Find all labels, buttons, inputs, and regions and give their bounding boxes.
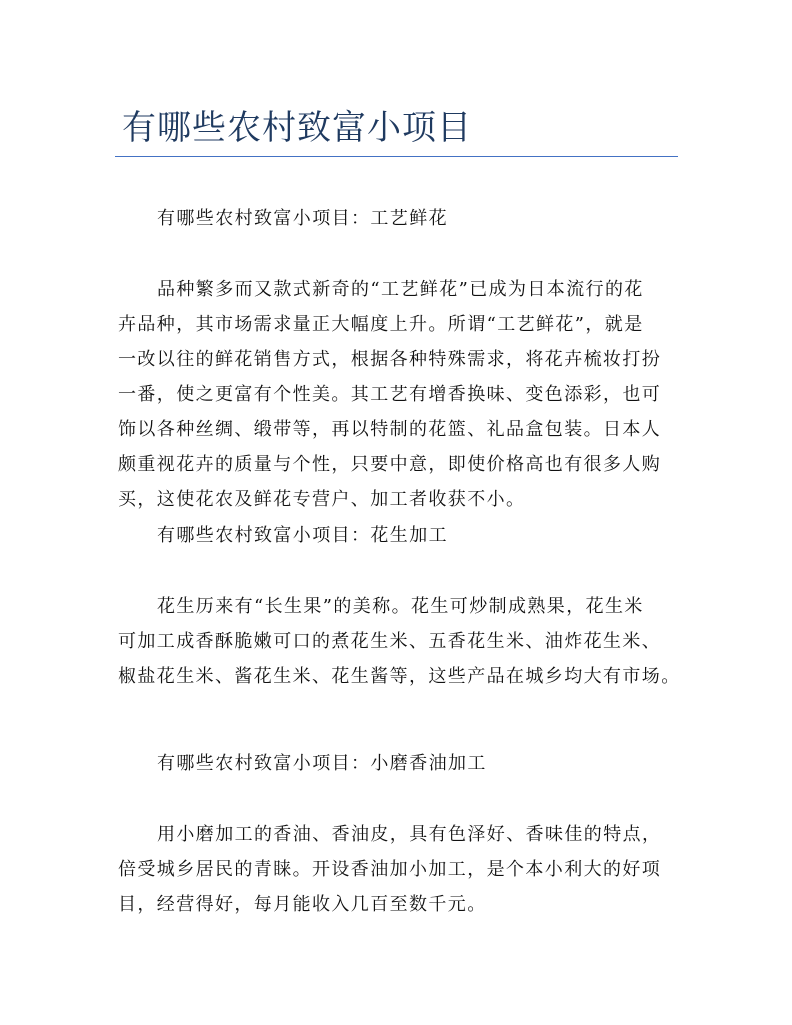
paragraph-line: 饰以各种丝绸、缎带等，再以特制的花篮、礼品盒包装。日本人 (118, 419, 662, 440)
paragraph-line: 一番，使之更富有个性美。其工艺有增香换味、变色添彩，也可 (118, 384, 662, 405)
paragraph-line: 颇重视花卉的质量与个性，只要中意，即使价格高也有很多人购 (118, 454, 662, 475)
paragraph-line: 一改以往的鲜花销售方式，根据各种特殊需求，将花卉梳妆打扮 (118, 349, 662, 370)
paragraph (118, 589, 688, 694)
paragraph-line: 买，这使花农及鲜花专营户、加工者收获不小。 (118, 489, 526, 510)
heading-text: 有哪些农村致富小项目：花生加工 (157, 525, 448, 546)
paragraph-line: 用小磨加工的香油、香油皮，具有色泽好、香味佳的特点， (157, 824, 662, 845)
section-heading (118, 201, 688, 236)
paragraph (118, 817, 688, 922)
paragraph-line: 椒盐花生米、酱花生米、花生酱等，这些产品在城乡均大有市场。 (118, 666, 681, 687)
section-heading (118, 746, 688, 781)
title-divider (115, 156, 678, 157)
page-title: 有哪些农村致富小项目 (122, 108, 472, 148)
paragraph (118, 272, 688, 517)
paragraph-line: 卉品种，其市场需求量正大幅度上升。所谓“工艺鲜花”，就是 (118, 314, 644, 335)
paragraph-line: 倍受城乡居民的青睐。开设香油加小加工，是个本小利大的好项 (118, 859, 662, 880)
heading-text: 有哪些农村致富小项目：小磨香油加工 (157, 753, 487, 774)
section-heading (118, 518, 688, 553)
paragraph-line: 花生历来有“长生果”的美称。花生可炒制成熟果，花生米 (157, 596, 644, 617)
paragraph-line: 目，经营得好，每月能收入几百至数千元。 (118, 894, 487, 915)
paragraph-line: 可加工成香酥脆嫩可口的煮花生米、五香花生米、油炸花生米、 (118, 631, 662, 652)
heading-text: 有哪些农村致富小项目：工艺鲜花 (157, 208, 448, 229)
paragraph-line: 品种繁多而又款式新奇的“工艺鲜花”已成为日本流行的花 (157, 279, 644, 300)
